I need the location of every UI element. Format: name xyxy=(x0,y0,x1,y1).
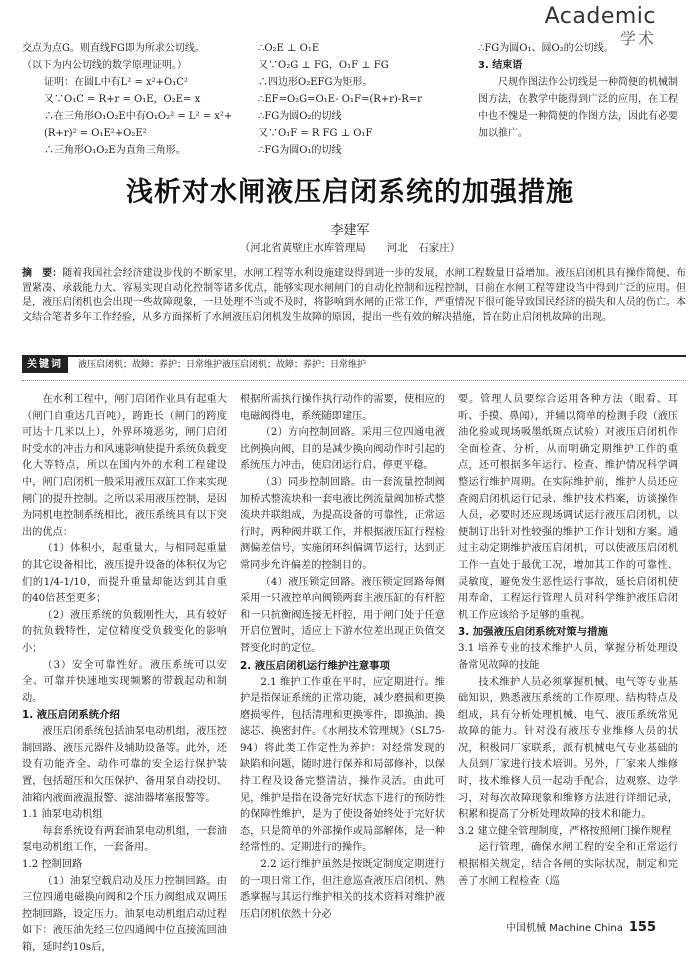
top-line: ∴FG为圆O₂的切线 xyxy=(258,111,342,122)
paragraph: （4）液压锁定回路。液压锁定回路每侧采用一只液控单向阀锁两套主液压缸的有杆腔和一只抗衡阀连接无杆腔，用于闸门处于任意开启位置时，适应上下游水位差出现正负值交替变化时的定位。 xyxy=(240,576,445,654)
top-line: ∴FG为圆O₁、圆O₂的公切线。 xyxy=(478,43,614,54)
paragraph: 3.2 建立健全管理制度，严格按照闸门操作规程 xyxy=(458,825,672,837)
paragraph: 技术维护人员必须掌握机械、电气等专业基础知识，熟悉液压系统的工作原理、结构特点及组成，具有分析处理机械、电气、液压系统常见故障的能力。针对没有液压专业维修人员的状况，积极同厂家联系，派有机械电气专业基础的人员到厂家进行技术培训。另外，厂家来人维修时，技术维修人员一起动手配合，边观察、边学习，对每次故障现象和维修方法进行详细记录，积累和提高了分析处理故障的技术和能力。 xyxy=(458,676,678,821)
conclusion-text: 尺规作图法作公切线是一种简便的机械制图方法，在教学中能得到广泛的应用，在工程中也不愧是一种简便的作图方法，因此有必要加以推广。 xyxy=(478,77,678,139)
paragraph: （2）方向控制回路。采用三位四通电液比例换向阀，目的是减少换向阀动作时引起的系统压力冲击，使启闭运行启、停更平稳。 xyxy=(240,427,445,472)
paragraph: （2）液压系统的负载刚性大，具有较好的抗负载特性，定位精度受负载变化的影响小； xyxy=(22,609,227,654)
paragraph: （1）油泵空载启动及压力控制回路。由三位四通电磁换向阀和2个压力阀组成双调压控制回路，设定压力。油泵电动机组启动过程如下：液压油先经三位四通阀中位直接流回油箱，延时约10s后， xyxy=(22,875,227,953)
top-line: ∴EF=O₂G=O₁E- O₁F=(R+r)-R=r xyxy=(258,94,422,105)
abstract-label: 摘 要： xyxy=(22,268,63,279)
page-number: 155 xyxy=(628,920,656,935)
article-author: 李建军 xyxy=(330,223,370,238)
section-heading: 1. 液压启闭系统介绍 xyxy=(22,709,120,722)
paragraph: （3）安全可靠性好。液压系统可以安全、可靠并快速地实现频繁的带载起动和制动。 xyxy=(22,659,227,704)
paragraph: 要。管理人员要综合运用各种方法（眼看、耳听、手摸、鼻闻），并辅以简单的检测手段（液压油化验或现场吸墨纸斑点试验）对液压启闭机作全面检查、分析，从而明确定期维护工作的重点，还可根据多年运行、检查、维护情况科学调整运行维护周期。在实际维护前，维护人员还应查阅启闭机运行记录、维护技术档案，访谈操作人员，必要时还应现场调试运行液压启闭机，以便制订出针对性较强的维护工作计划和方案。通过主动定期维护液压启闭机，可以使液压启闭机工作一直处于最优工况，增加其工作的可靠性、灵敏度，避免发生恶性运行事故，延长启闭机使用寿命，工程运行管理人员对科学维护液压启闭机工作应该给予足够的重视。 xyxy=(458,394,678,621)
top-line: ∴在三角形O₁O₂E中有O₁O₂² = L² = x²+(R+r)² = O₁E²+O₂E² xyxy=(44,111,233,139)
top-line: ∴三角形O₁O₂E为直角三角形。 xyxy=(44,145,186,156)
top-line: 又∵O₂G ⊥ FG，O₁F ⊥ FG xyxy=(258,60,389,71)
paragraph: 2.1 维护工作重在平时，应定期进行。维护是指保证系统的正常功能，减少磨损和更换磨损零件，包括清理和更换零件，即换油、换滤芯、换密封件。《水闸技术管理规》（SL75-94）将此类工作定性为养护：对经常发现的缺陷和问题，随时进行保养和局部修补，以保持工程及设备完整清洁，操作灵活。由此可见，维护是指在设备完好状态下进行的预防性的保障性维护，是为了使设备始终处于完好状态，只是简单的外部操作或局部解体，是一种经常性的、定期进行的操作。 xyxy=(240,676,445,854)
top-line: 又∵O₁C = R+r = O₁E，O₂E= x xyxy=(44,94,201,105)
article-title: 浅析对水闸液压启闭系统的加强措施 xyxy=(126,177,574,208)
abstract xyxy=(22,267,686,325)
paragraph: 液压启闭系统包括油泵电动机组，液压控制回路、液压元器件及辅助设备等。此外，还设有功能齐全、动作可靠的安全运行保护装置，包括超压和欠压保护、备用泵自动投切、油箱内液面液温报警、滤油器堵塞报警等。 xyxy=(22,726,227,804)
body-column-3 xyxy=(458,392,678,890)
page-footer xyxy=(506,919,656,935)
section-heading: 3. 加强液压启闭系统对策与措施 xyxy=(458,626,608,639)
paragraph: 3.1 培养专业的技术维护人员，掌握分析处理设备常见故障的技能 xyxy=(458,643,678,671)
top-line: （以下为内公切线的数学原理证明。） xyxy=(22,60,187,71)
top-col-2 xyxy=(258,40,473,159)
top-line: 交点为点G。则直线FG即为所求公切线。 xyxy=(22,43,205,54)
paragraph: （3）同步控制回路。由一套流量控制阀加桥式整流块和一套电液比例流量阀加桥式整流块并联组成，为提高设备的可靠性，正常运行时，两种阀并联工作，并根据液压缸行程检测偏差信号，实施闭环纠偏调节运行，达到正常同步允许偏差的控制目的。 xyxy=(240,476,445,571)
keywords-label: 关键词 xyxy=(22,357,68,373)
top-line: ∴FG为圆O₁的切线 xyxy=(258,145,342,156)
divider xyxy=(22,380,686,381)
brand-english: Academic xyxy=(544,4,656,29)
subsection-heading: 1.1 油泵电动机组 xyxy=(22,809,103,821)
section-heading: 2. 液压启闭机运行维护注意事项 xyxy=(240,659,390,672)
paragraph: 根据所需执行操作执行动作的需要，使相应的电磁阀得电，系统随即建压。 xyxy=(240,394,445,422)
top-line: 证明：在圆L中有L² = x²+O₁C² xyxy=(44,77,188,88)
top-line: ∴四边形O₂EFG为矩形。 xyxy=(258,77,373,88)
top-line: ∴O₂E ⊥ O₁E xyxy=(258,43,320,54)
top-line: 又∵O₁F = R FG ⊥ O₁F xyxy=(258,128,373,139)
body-column-2 xyxy=(240,392,445,923)
top-col-3 xyxy=(478,40,678,142)
paragraph: 在水利工程中，闸门启闭作业具有起重大（闸门自重达几百吨），跨距长（闸门的跨度可达十几米以上），外界环境恶劣，闸门启闭时受水的冲击力和风速影响使提升系统负载变化大等特点，所以在国内外的水利工程建设中，闸门启闭机一般采用液压双缸工作来实现闸门的提升控制。之所以采用液压控制，是因为同机电控制系统相比，液压系统具有以下突出的优点： xyxy=(22,394,227,538)
paragraph: 2.2 运行维护虽然是按既定制度定期进行的一项日常工作，但注意巡查液压启闭机、熟悉掌握与其运行维护相关的技术资料对维护液压启闭机依然十分必 xyxy=(240,859,445,920)
footer-journal: 中国机械 Machine China xyxy=(506,923,623,934)
subsection-heading: 1.2 控制回路 xyxy=(22,859,83,871)
article-affiliation: （河北省黄壁庄水库管理局 河北 石家庄） xyxy=(239,242,461,254)
top-col-1 xyxy=(22,40,257,159)
paragraph: 每套系统设有两套油泵电动机组，一套油泵电动机组工作，一套备用。 xyxy=(22,825,227,854)
keywords-text: 液压启闭机；故障；养护；日常维护液压启闭机；故障；养护；日常维护 xyxy=(78,360,367,370)
paragraph: 运行管理，确保水闸工程的安全和正常运行根据相关规定，结合各闸的实际状况，制定和完善了水闸工程检查（巡 xyxy=(458,842,678,887)
paragraph: （1）体积小，起重量大，与相同起重量的其它设备相比，液压提升设备的体积仅为它们的1/4-1/10，而提升重量却能达到其自重的40倍甚至更多； xyxy=(22,543,227,605)
body-column-1 xyxy=(22,392,227,957)
brand-chinese: 学术 xyxy=(619,29,656,48)
abstract-text: 随着我国社会经济建设步伐的不断家里，水闸工程等水利设施建设得到进一步的发展，水闸工程数量日益增加。液压启闭机具有操作简便、布置紧凑、承载能力大、容易实现自动化控制等诸多优点，能够实现水闸闸门的自动化控制和远程控制，目前在水闸工程等建设当中得到广泛的应用。但是，液压启闭机也会出现一些故障现象，一旦处理不当或不及时，将影响到水闸的正常工作，严重情况下很可能导致国民经济的损失和人员的伤亡。本文结合笔者多年工作经验，从多方面探析了水闸液压启闭机发生故障的原因，提出一些有效的解决措施，旨在防止启闭机故障的出现。 xyxy=(22,268,687,323)
conclusion-heading: 3. 结束语 xyxy=(478,60,523,71)
